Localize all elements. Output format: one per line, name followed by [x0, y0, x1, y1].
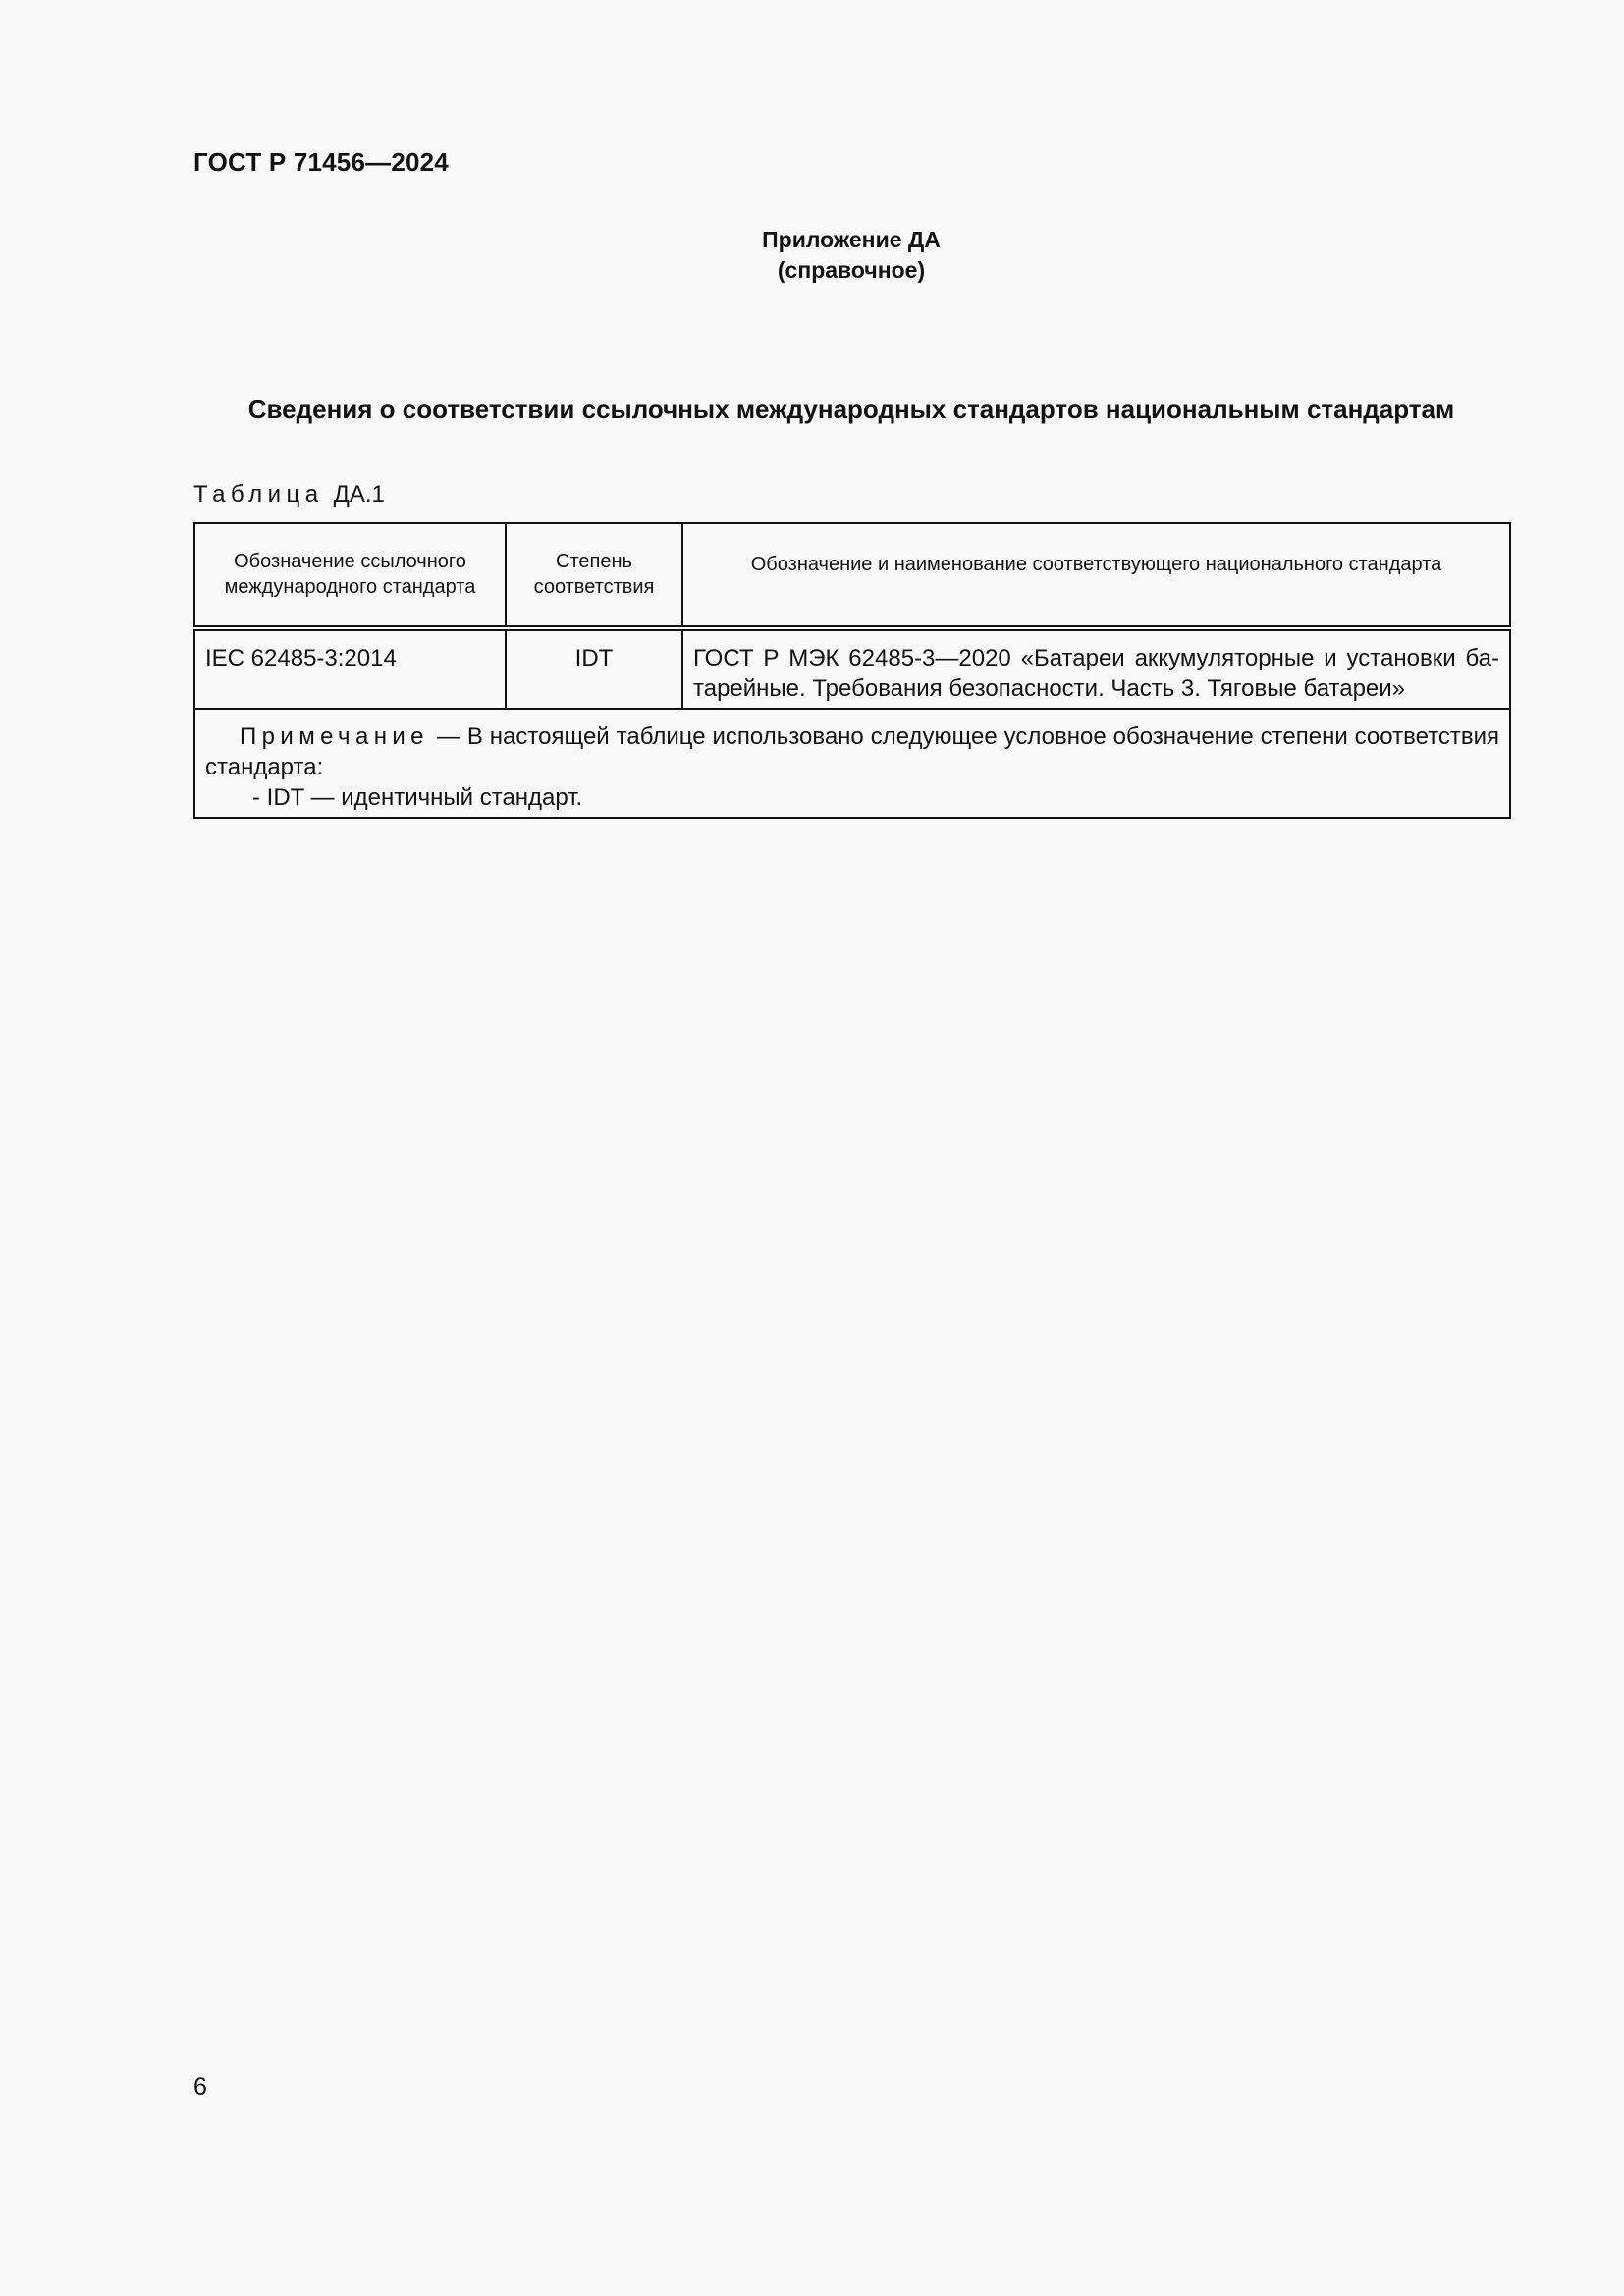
table-row — [194, 628, 1510, 709]
header-reference-standard: Обозначение ссылочного международного стандарта — [194, 523, 506, 628]
appendix-title: Приложение ДА — [762, 227, 941, 252]
appendix-heading — [0, 225, 1624, 286]
cell-national-standard: ГОСТ Р МЭК 62485-3—2020 «Батареи аккумуляторные и установки батарейные. Требования безопасности. Часть 3. Тяговые батареи» — [682, 628, 1510, 709]
header-degree-of-correspondence: Степень соответствия — [506, 523, 682, 628]
header-national-standard: Обозначение и наименование соответствующего национального стандарта — [682, 523, 1510, 628]
document-code: ГОСТ Р 71456—2024 — [193, 147, 449, 177]
page-number: 6 — [193, 2073, 207, 2101]
table-note-row — [194, 709, 1510, 818]
note-body: — В настоящей таблице использовано следующее условное обозначение степени соответствия стандарта: — [205, 723, 1499, 780]
table-header-row — [194, 523, 1510, 628]
note-label: Примечание — [240, 723, 429, 750]
table-caption-number: ДА.1 — [333, 481, 385, 507]
cell-degree: IDT — [506, 628, 682, 709]
appendix-kind: (справочное) — [777, 257, 926, 283]
cell-reference-standard: IEC 62485-3:2014 — [194, 628, 506, 709]
note-text — [205, 721, 1499, 782]
table-caption — [193, 481, 385, 508]
table-caption-label: Таблица — [193, 481, 324, 507]
note-list-item: - IDT — идентичный стандарт. — [252, 784, 583, 811]
section-title: Сведения о соответствии ссылочных международных стандартов национальным стандартам — [247, 395, 1455, 424]
correspondence-table — [193, 522, 1511, 819]
table-note — [194, 709, 1510, 818]
